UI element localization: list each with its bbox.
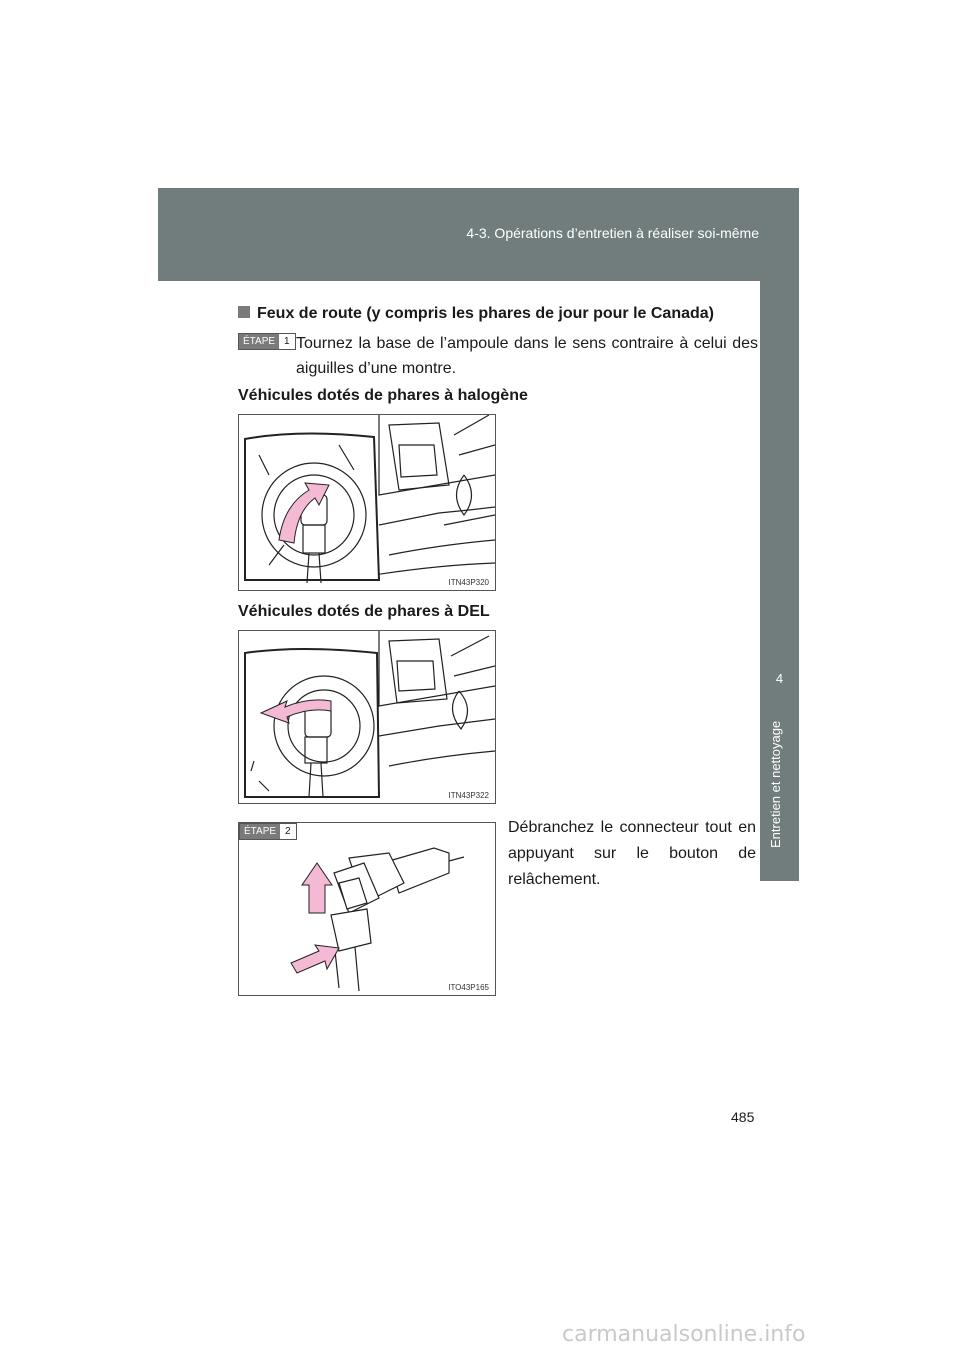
chapter-tab: [760, 281, 799, 881]
square-bullet-icon: [238, 306, 250, 318]
halogen-figure-code: ITN43P320: [448, 578, 489, 587]
step1-badge-number: 1: [284, 336, 290, 347]
header-band: [158, 188, 799, 281]
halogen-illustration: [239, 415, 495, 590]
section-heading: [238, 305, 714, 323]
chapter-title: Entretien et nettoyage: [768, 721, 783, 849]
step2-badge-label: ÉTAPE: [240, 824, 280, 839]
step1-badge-label: ÉTAPE: [239, 334, 279, 349]
led-figure-code: ITN43P322: [448, 791, 489, 800]
connector-illustration: [239, 823, 495, 995]
led-heading: Véhicules dotés de phares à DEL: [238, 603, 490, 620]
watermark: carmanualsonline.info: [562, 1322, 806, 1347]
section-title: 4-3. Opérations d’entretien à réaliser soi-même: [466, 225, 759, 241]
led-illustration: [239, 631, 495, 803]
step2-figure-code: ITO43P165: [448, 983, 489, 992]
section-heading-text: Feux de route (y compris les phares de jour pour le Canada): [257, 305, 714, 322]
led-figure: [238, 630, 496, 804]
halogen-figure: [238, 414, 496, 591]
halogen-heading: Véhicules dotés de phares à halogène: [238, 387, 528, 404]
step2-figure: [238, 822, 496, 996]
step2-instruction: Débranchez le connecteur tout en appuyant sur le bouton de relâchement.: [508, 819, 756, 888]
chapter-number: 4: [775, 671, 784, 686]
step1-badge: [238, 333, 296, 350]
step1-instruction: Tournez la base de l’ampoule dans le sens contraire à celui des aiguilles d’une montre.: [296, 335, 758, 377]
page-number: 485: [731, 1109, 755, 1125]
step2-badge-number: 2: [285, 826, 291, 837]
